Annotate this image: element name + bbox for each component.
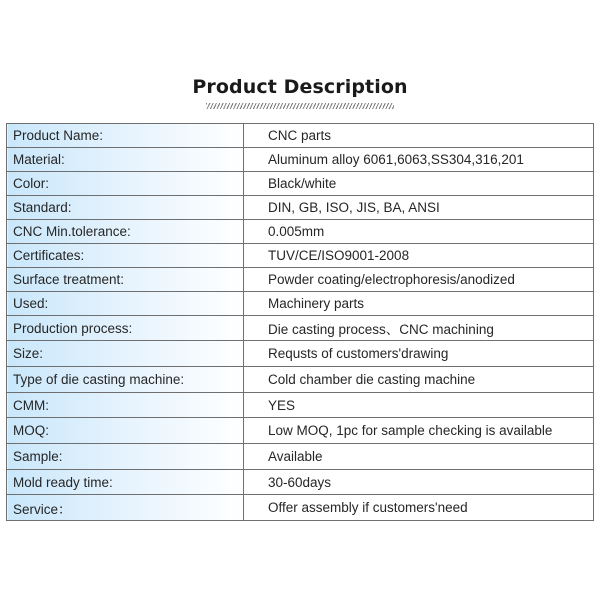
spec-value: 0.005mm (244, 220, 594, 244)
spec-value: DIN, GB, ISO, JIS, BA, ANSI (244, 196, 594, 220)
table-row (7, 341, 594, 367)
table-row (7, 393, 594, 418)
spec-value: Requsts of customers'drawing (244, 341, 594, 367)
spec-label: Service： (7, 495, 244, 521)
spec-label: MOQ: (7, 418, 244, 444)
table-row (7, 292, 594, 316)
spec-value: Cold chamber die casting machine (244, 367, 594, 393)
table-row (7, 172, 594, 196)
spec-label: CNC Min.tolerance: (7, 220, 244, 244)
spec-label: Product Name: (7, 124, 244, 148)
table-row (7, 124, 594, 148)
table-row (7, 244, 594, 268)
table-row (7, 148, 594, 172)
spec-label: Surface treatment: (7, 268, 244, 292)
table-row (7, 268, 594, 292)
spec-label: Standard: (7, 196, 244, 220)
table-row (7, 418, 594, 444)
spec-label: Material: (7, 148, 244, 172)
title-underline-decoration (206, 103, 394, 109)
spec-value: Black/white (244, 172, 594, 196)
table-row (7, 470, 594, 495)
table-row (7, 316, 594, 341)
spec-label: Color: (7, 172, 244, 196)
spec-label: CMM: (7, 393, 244, 418)
table-row (7, 367, 594, 393)
spec-value: 30-60days (244, 470, 594, 495)
spec-label: Type of die casting machine: (7, 367, 244, 393)
spec-value: Offer assembly if customers'need (244, 495, 594, 521)
spec-label: Sample: (7, 444, 244, 470)
product-spec-table (6, 123, 594, 521)
table-row (7, 495, 594, 521)
spec-value: Aluminum alloy 6061,6063,SS304,316,201 (244, 148, 594, 172)
page-title: Product Description (192, 76, 408, 98)
spec-table-body (7, 124, 594, 521)
spec-label: Mold ready time: (7, 470, 244, 495)
spec-value: Available (244, 444, 594, 470)
table-row (7, 220, 594, 244)
spec-label: Size: (7, 341, 244, 367)
spec-value: TUV/CE/ISO9001-2008 (244, 244, 594, 268)
spec-label: Production process: (7, 316, 244, 341)
spec-value: Powder coating/electrophoresis/anodized (244, 268, 594, 292)
spec-value: Die casting process、CNC machining (244, 316, 594, 341)
table-row (7, 444, 594, 470)
spec-value: Low MOQ, 1pc for sample checking is available (244, 418, 594, 444)
spec-label: Used: (7, 292, 244, 316)
spec-value: Machinery parts (244, 292, 594, 316)
spec-value: CNC parts (244, 124, 594, 148)
spec-label: Certificates: (7, 244, 244, 268)
spec-value: YES (244, 393, 594, 418)
table-row (7, 196, 594, 220)
